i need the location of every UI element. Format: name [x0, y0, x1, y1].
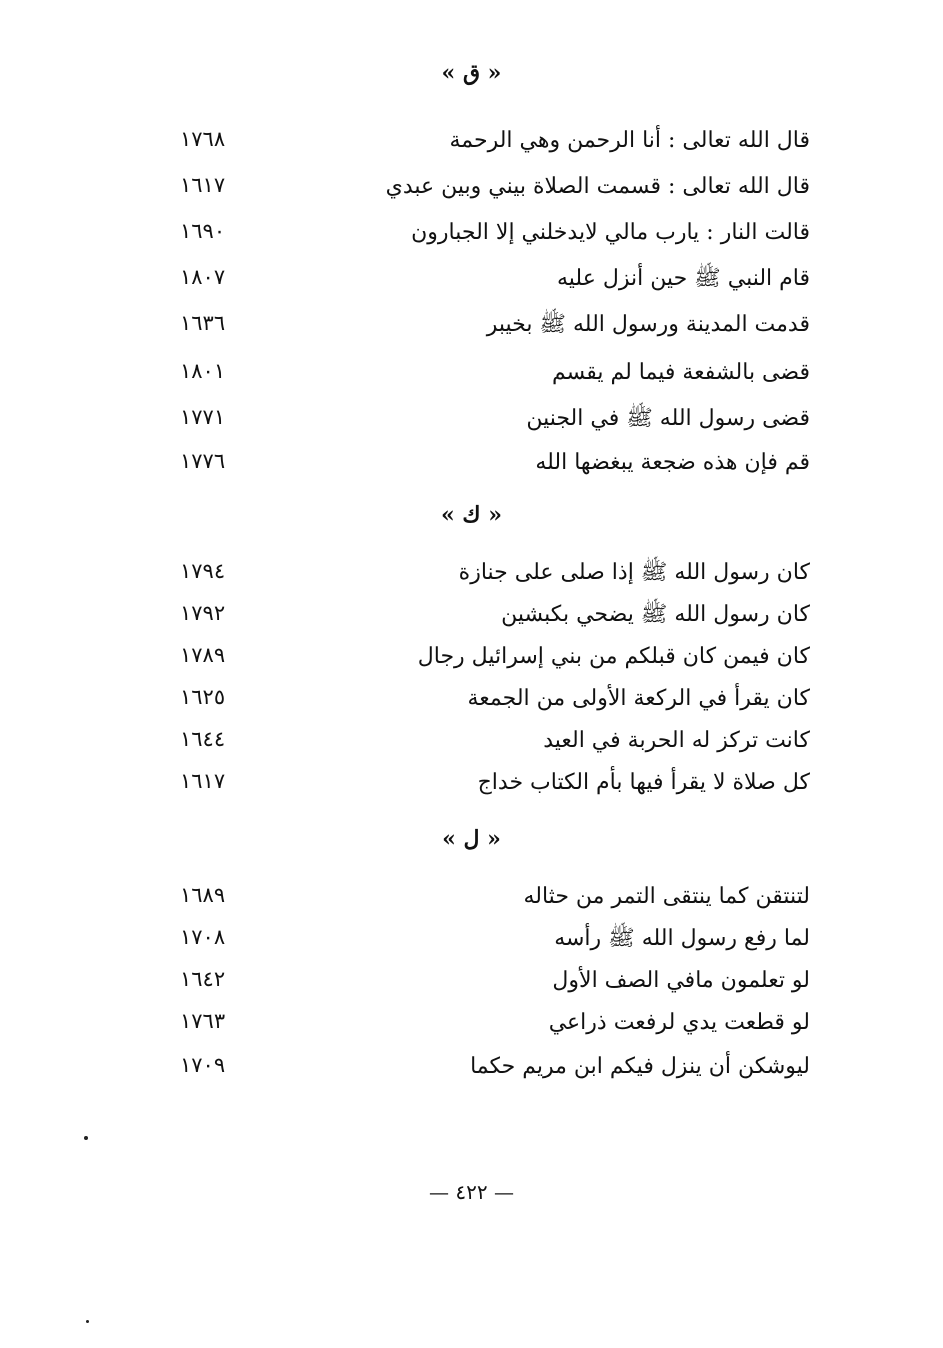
hadith-number: ١٦٤٢: [180, 967, 226, 991]
hadith-text: لو تعلمون مافي الصف الأول: [552, 968, 810, 993]
hadith-text: قم فإن هذه ضجعة يبغضها الله: [535, 450, 810, 475]
hadith-number: ١٧٧١: [180, 405, 226, 429]
list-item: [170, 402, 810, 442]
hadith-text: لتنتقن كما ينتقى التمر من حثاله: [523, 884, 810, 909]
list-item: [170, 922, 810, 962]
hadith-text: كان فيمن كان قبلكم من بني إسرائيل رجال: [417, 644, 810, 669]
hadith-text: كل صلاة لا يقرأ فيها بأم الكتاب خداج: [477, 770, 810, 795]
hadith-number: ١٦٩٠: [180, 219, 226, 243]
hadith-number: ١٧٠٩: [180, 1053, 226, 1077]
section-header-kaf: « ك »: [441, 502, 502, 528]
list-item: [170, 724, 810, 764]
hadith-number: ١٧٦٣: [180, 1009, 226, 1033]
hadith-text: قضى رسول الله ﷺ في الجنين: [526, 406, 810, 431]
hadith-text: قال الله تعالى : قسمت الصلاة بيني وبين عبدي: [385, 174, 810, 199]
hadith-number: ١٦٣٦: [180, 311, 226, 335]
hadith-text: قال الله تعالى : أنا الرحمن وهي الرحمة: [449, 128, 810, 153]
list-item: [170, 308, 810, 348]
list-item: [170, 170, 810, 210]
hadith-number: ١٧٦٨: [180, 127, 226, 151]
hadith-number: ١٦٤٤: [180, 727, 226, 751]
page-number: — ٤٢٢ —: [429, 1180, 514, 1204]
hadith-number: ١٧٨٩: [180, 643, 226, 667]
hadith-number: ١٧٩٢: [180, 601, 226, 625]
list-item: [170, 640, 810, 680]
list-item: [170, 216, 810, 256]
list-item: [170, 556, 810, 596]
hadith-number: ١٦٢٥: [180, 685, 226, 709]
list-item: [170, 262, 810, 302]
list-item: [170, 1006, 810, 1046]
section-header-qaf: « ق »: [441, 60, 502, 86]
hadith-text: لما رفع رسول الله ﷺ رأسه: [554, 926, 810, 951]
list-item: [170, 766, 810, 806]
hadith-text: كانت تركز له الحربة في العيد: [543, 728, 810, 753]
hadith-text: كان يقرأ في الركعة الأولى من الجمعة: [467, 686, 810, 711]
hadith-text: قضى بالشفعة فيما لم يقسم: [551, 360, 810, 385]
hadith-text: قالت النار : يارب مالي لايدخلني إلا الجبارون: [411, 220, 810, 245]
list-item: [170, 446, 810, 486]
scan-speck: [84, 1136, 88, 1140]
hadith-text: قام النبي ﷺ حين أنزل عليه: [557, 266, 810, 291]
hadith-text: قدمت المدينة ورسول الله ﷺ بخيبر: [486, 312, 810, 337]
hadith-number: ١٧٠٨: [180, 925, 226, 949]
hadith-text: كان رسول الله ﷺ إذا صلى على جنازة: [458, 560, 810, 585]
list-item: [170, 880, 810, 920]
scan-speck: [86, 1320, 89, 1323]
hadith-number: ١٦١٧: [180, 769, 226, 793]
hadith-number: ١٨٠٧: [180, 265, 226, 289]
hadith-number: ١٦٨٩: [180, 883, 226, 907]
hadith-number: ١٨٠١: [180, 359, 226, 383]
hadith-number: ١٦١٧: [180, 173, 226, 197]
hadith-text: ليوشكن أن ينزل فيكم ابن مريم حكما: [470, 1054, 810, 1079]
list-item: [170, 124, 810, 164]
list-item: [170, 1050, 810, 1090]
hadith-text: لو قطعت يدي لرفعت ذراعي: [548, 1010, 810, 1035]
hadith-number: ١٧٧٦: [180, 449, 226, 473]
list-item: [170, 598, 810, 638]
hadith-number: ١٧٩٤: [180, 559, 226, 583]
list-item: [170, 682, 810, 722]
hadith-text: كان رسول الله ﷺ يضحي بكبشين: [501, 602, 810, 627]
list-item: [170, 356, 810, 396]
section-header-lam: « ل »: [442, 826, 501, 852]
list-item: [170, 964, 810, 1004]
